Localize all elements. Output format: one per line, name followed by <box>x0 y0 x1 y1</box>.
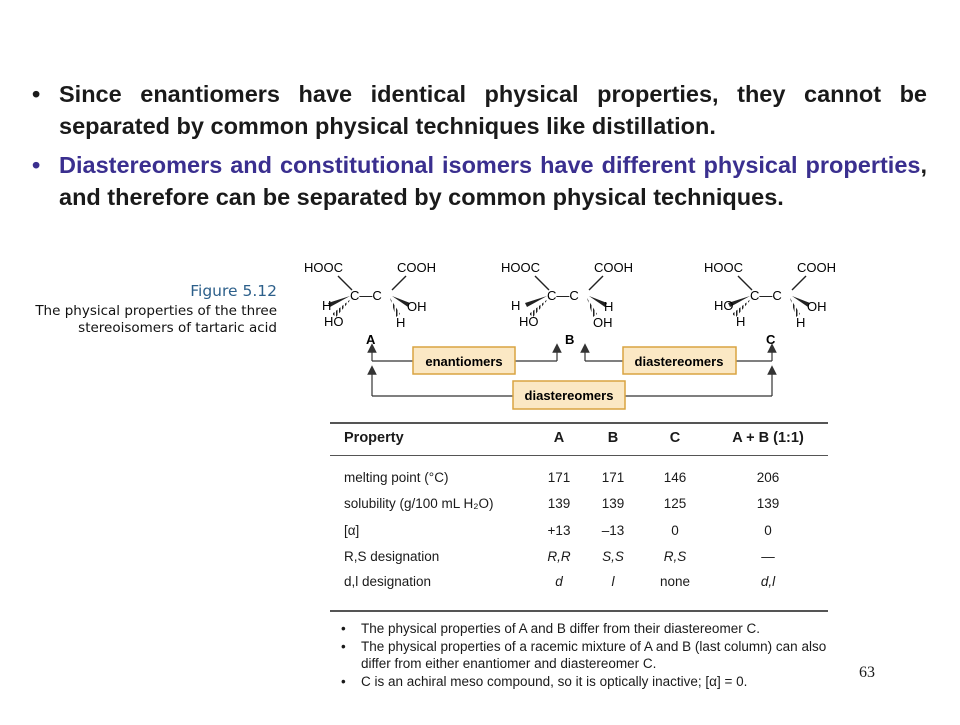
table-cell: none <box>642 570 708 611</box>
figure-caption <box>17 282 277 337</box>
table-cell: R,R <box>547 549 571 565</box>
molecule-a-left-top: H <box>322 298 332 313</box>
table-cell: 171 <box>547 469 571 485</box>
molecule-c-right-bottom: H <box>796 315 806 330</box>
table-header: B <box>584 423 642 456</box>
table-cell: –13 <box>601 522 625 538</box>
table-header: C <box>642 423 708 456</box>
relation-ac-diastereomers <box>372 370 772 409</box>
table-cell: 146 <box>663 469 687 485</box>
ac-diastereomers-label: diastereomers <box>524 388 614 403</box>
table-cell: melting point (°C) <box>344 469 449 485</box>
table-cell: R,S <box>663 549 687 565</box>
molecule-b-letter: B <box>565 332 575 347</box>
enantiomers-label: enantiomers <box>425 354 503 369</box>
molecule-c-top-left: HOOC <box>704 260 743 275</box>
table-cell: d,l designation <box>330 570 534 611</box>
table-cell: l <box>584 570 642 611</box>
table-cell: +13 <box>547 522 571 538</box>
molecule-b <box>501 260 633 347</box>
molecule-c-letter: C <box>766 332 776 347</box>
table-cell: [α] <box>344 522 360 538</box>
table-row <box>330 544 828 571</box>
figure-notes <box>341 620 831 691</box>
molecule-c-left-top: HO <box>714 298 734 313</box>
molecule-c-left-bottom: H <box>736 314 746 329</box>
table-cell: d <box>534 570 584 611</box>
note-dot: • <box>341 674 346 689</box>
bullet-enantiomers <box>32 78 927 142</box>
bullet-text: , and therefore can be separated by common physical techniques. <box>59 152 927 210</box>
note-text: The physical properties of A and B differ from their diastereomer C. <box>361 621 760 636</box>
note-item <box>341 620 831 637</box>
molecule-c-right-top: OH <box>807 299 827 314</box>
table-cell: 0 <box>764 522 772 538</box>
note-text: C is an achiral meso compound, so it is optically inactive; [α] = 0. <box>361 674 748 689</box>
molecule-b-left-bottom: HO <box>519 314 539 329</box>
table-header: A + B (1:1) <box>708 423 828 456</box>
bullet-diastereomers <box>32 149 927 213</box>
table-row <box>330 570 828 611</box>
molecule-b-right-bottom: OH <box>593 315 613 330</box>
table-cell: 171 <box>601 469 625 485</box>
note-dot: • <box>341 639 346 654</box>
molecule-a-letter: A <box>366 332 376 347</box>
molecule-b-top-right: COOH <box>594 260 633 275</box>
molecule-b-left-top: H <box>511 298 521 313</box>
table-cell: — <box>761 549 775 565</box>
table-cell: S,S <box>602 549 624 565</box>
bullet-list <box>32 78 927 220</box>
molecule-a-right-top: OH <box>407 299 427 314</box>
bullet-text: Since enantiomers have identical physical properties, they cannot be separated by common physical techniques like distillation. <box>59 81 927 139</box>
bullet-highlight: Diastereomers and constitutional isomers have different physical properties <box>59 152 921 178</box>
figure-title: Figure 5.12 <box>190 282 277 300</box>
molecule-a-right-bottom: H <box>396 315 406 330</box>
table-cell: 0 <box>671 522 679 538</box>
table-cell: 139 <box>601 496 625 512</box>
table-header-row <box>330 423 828 456</box>
bullet-dot: • <box>32 152 41 178</box>
molecule-b-top-left: HOOC <box>501 260 540 275</box>
bullet-dot: • <box>32 81 41 107</box>
note-dot: • <box>341 621 346 636</box>
table-cell: 139 <box>547 496 571 512</box>
page-number: 63 <box>859 664 875 681</box>
molecule-b-right-top: H <box>604 299 614 314</box>
molecule-c <box>704 260 836 347</box>
figure-caption-text: The physical properties of the three stereoisomers of tartaric acid <box>35 303 277 336</box>
molecule-a-top-right: COOH <box>397 260 436 275</box>
molecule-b-center: C—C <box>547 288 579 303</box>
wedge-bond <box>525 296 547 307</box>
molecule-a-top-left: HOOC <box>304 260 343 275</box>
table-cell: 206 <box>756 469 780 485</box>
molecule-a-left-bottom: HO <box>324 314 344 329</box>
table-header: A <box>534 423 584 456</box>
table-row <box>330 517 828 544</box>
bc-diastereomers-label: diastereomers <box>634 354 724 369</box>
table-cell: d,l <box>708 570 828 611</box>
molecule-a-center: C—C <box>350 288 382 303</box>
table-row <box>330 456 828 491</box>
property-table <box>330 422 828 612</box>
table-cell: R,S designation <box>344 549 440 565</box>
note-text: The physical properties of a racemic mixture of A and B (last column) can also differ from either enantiomer and diastereomer C. <box>361 639 827 671</box>
table-cell: 139 <box>756 496 780 512</box>
note-item <box>341 638 831 672</box>
molecule-c-top-right: COOH <box>797 260 836 275</box>
table-row <box>330 491 828 518</box>
molecule-c-center: C—C <box>750 288 782 303</box>
note-item <box>341 673 831 690</box>
relation-enantiomers <box>372 347 557 374</box>
molecule-a <box>304 260 436 347</box>
table-cell: 125 <box>663 496 687 512</box>
table-cell: solubility (g/100 mL H₂O) <box>344 496 494 512</box>
relation-bc-diastereomers <box>585 347 772 374</box>
table-header: Property <box>330 423 534 456</box>
